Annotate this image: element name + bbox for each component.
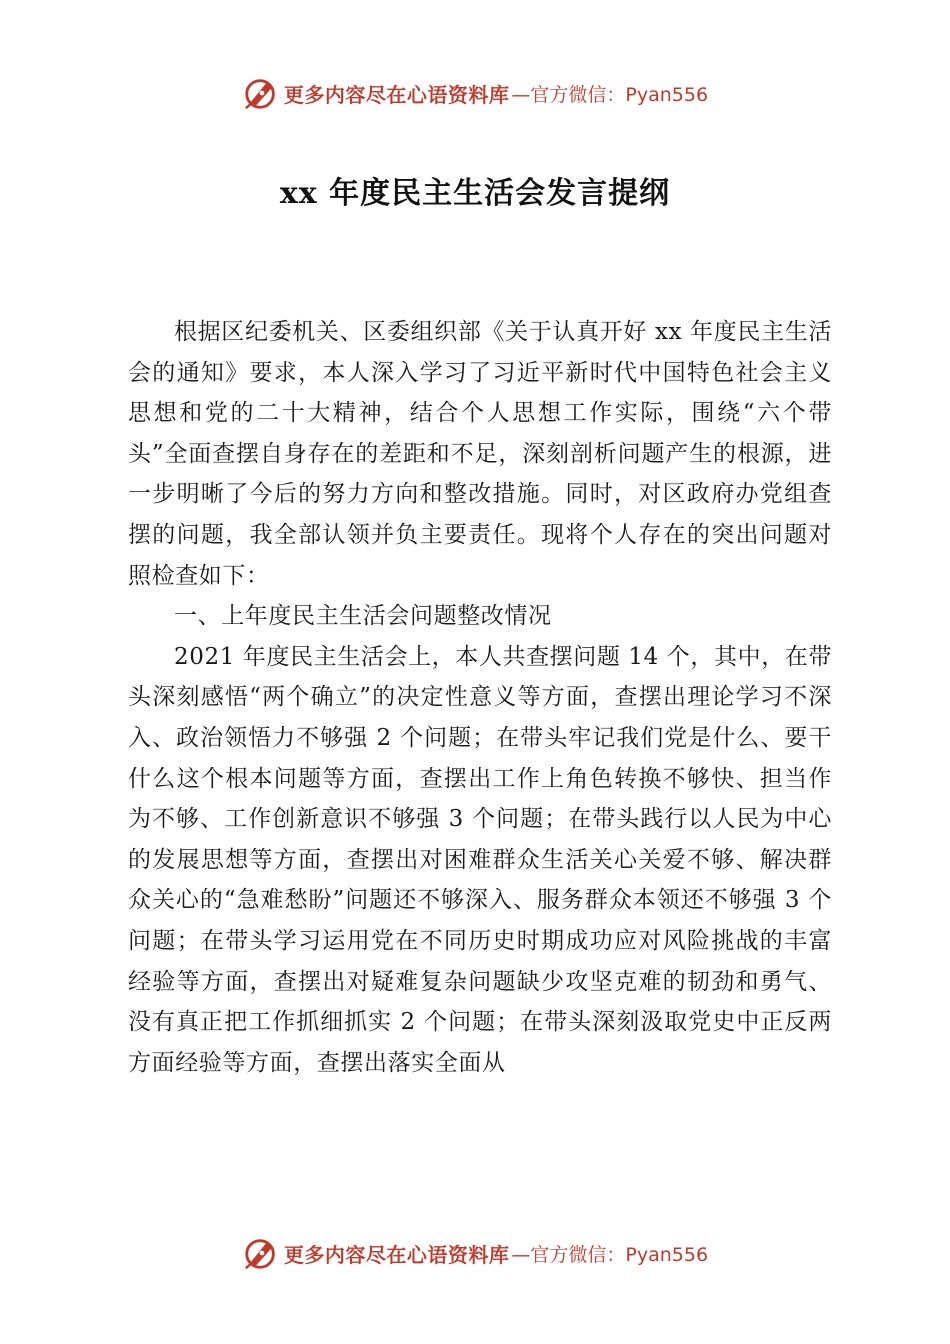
pen-nib-logo-icon (242, 74, 280, 112)
pen-nib-logo-icon (242, 1234, 280, 1272)
body-paragraph: 2021 年度民主生活会上，本人共查摆问题 14 个，其中，在带头深刻感悟“两个确立”的决定性意义等方面，查摆出理论学习不深入、政治领悟力不够强 2 个问题；在带头牢记我们党是什么、要干什么这个根本问题等方面，查摆出工作上角色转换不够快、担当作为不够、工作创新意识不够强 3 个问题；在带头践行以人民为中心的发展思想等方面，查摆出对困难群众生活关心关爱不够、解决群众关心的“急难愁盼”问题还不够深入、服务群众本领还不够强 3 个问题；在带头学习运用党在不同历史时期成功应对风险挑战的丰富经验等方面，查摆出对疑难复杂问题缺少攻坚克难的韧劲和勇气、没有真正把工作抓细抓实 2 个问题；在带头深刻汲取党史中正反两方面经验等方面，查摆出落实全面从 (128, 643, 832, 1076)
section-heading: 一、上年度民主生活会问题整改情况 (174, 603, 552, 630)
header-watermark-banner (0, 73, 950, 113)
intro-paragraph: 根据区纪委机关、区委组织部《关于认真开好 xx 年度民主生活会的通知》要求，本人深入学习了习近平新时代中国特色社会主义思想和党的二十大精神，结合个人思想工作实际，围绕“六个带头”全面查摆自身存在的差距和不足，深刻剖析问题产生的根源，进一步明晰了今后的努力方向和整改措施。同时，对区政府办党组查摆的问题，我全部认领并负主要责任。现将个人存在的突出问题对照检查如下： (128, 319, 832, 589)
banner-wechat-text: —官方微信：Pyan556 (511, 83, 709, 106)
banner-main-text: 更多内容尽在心语资料库 (283, 1242, 510, 1267)
banner-main-text: 更多内容尽在心语资料库 (283, 82, 510, 107)
banner-wechat-text: —官方微信：Pyan556 (511, 1243, 709, 1266)
footer-watermark-banner (0, 1233, 950, 1273)
document-body (128, 312, 832, 1083)
document-title: xx 年度民主生活会发言提纲 (279, 176, 671, 211)
